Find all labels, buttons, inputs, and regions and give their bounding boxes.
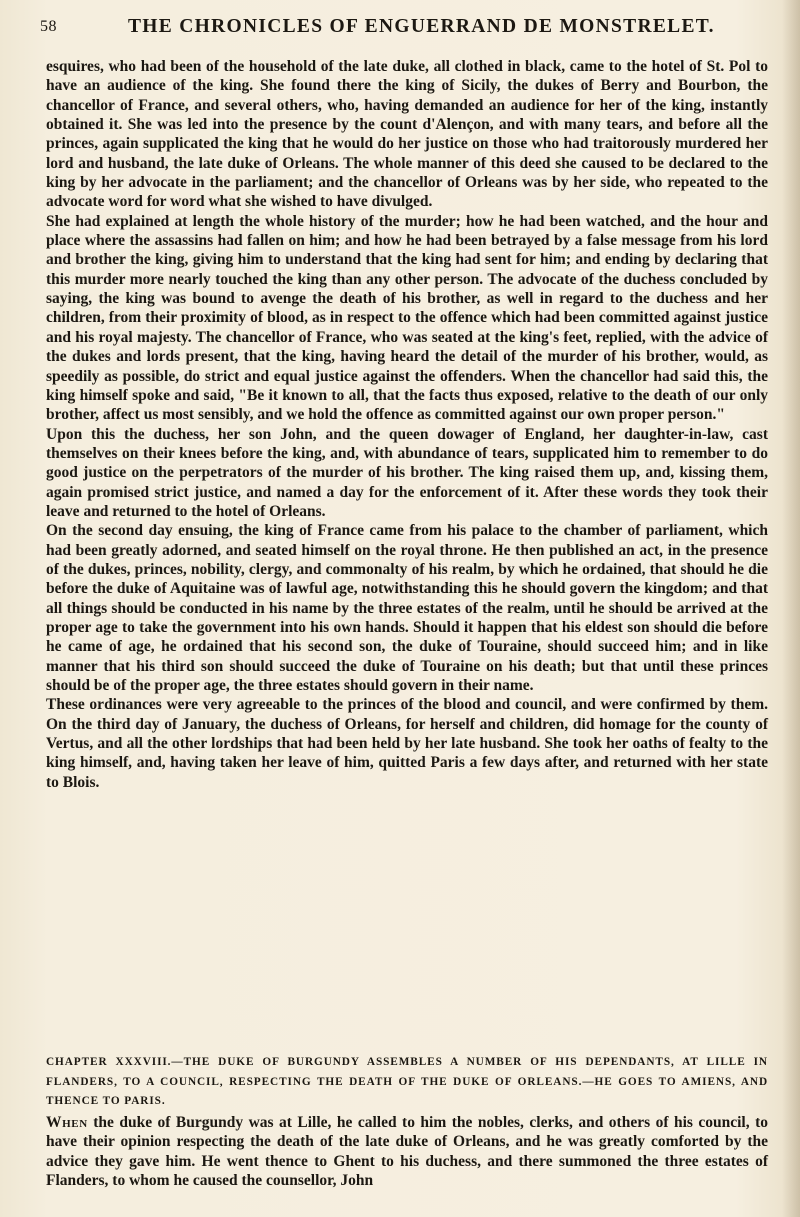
page-number: 58 [40, 18, 57, 35]
chapter-opening [46, 1113, 768, 1190]
body-text [46, 57, 768, 792]
page-header [40, 12, 780, 42]
paragraph: These ordinances were very agreeable to the princes of the blood and council, and were confirmed by them. On the third day of January, the duchess of Orleans, for herself and children, did homage for the county of Vertus, and all the other lordships that had been held by her late husband. She took her oaths of fealty to the king himself, and, having taken her leave of him, quitted Paris a few days after, and returned with her state to Blois. [46, 696, 768, 791]
paragraph: She had explained at length the whole history of the murder; how he had been watched, and the hour and place where the assassins had fallen on him; and how he had been betrayed by a false message from his lord and brother the king, giving him to understand that the king had sent for him; and ending by declaring that this murder more nearly touched the king than any other person. The advocate of the duchess concluded by saying, the king was bound to avenge the death of his brother, as well in regard to the duchess and her children, from their proximity of blood, as in respect to the offence which had been committed against justice and his royal majesty. The chancellor of France, who was seated at the king's feet, replied, with the advice of the dukes and lords present, that the king, having heard the detail of the murder of his brother, would, as speedily as possible, do strict and equal justice against the offenders. When the chancellor had said this, the king himself spoke and said, "Be it known to all, that the facts thus exposed, relative to the death of our only brother, affect us most sensibly, and we hold the offence as committed against our own proper person." [46, 212, 768, 424]
paragraph: Upon this the duchess, her son John, and the queen dowager of England, her daughter-in-law, cast themselves on their knees before the king, and, with abundance of tears, supplicated him to remember to do good justice on the perpetrators of the murder of his brother. The king raised them up, and, kissing them, again promised strict justice, and named a day for the enforcement of it. After these words they took their leave and returned to the hotel of Orleans. [46, 425, 768, 520]
paragraph: esquires, who had been of the household of the late duke, all clothed in black, came to the hotel of St. Pol to have an audience of the king. She found there the king of Sicily, the dukes of Berry and Bourbon, the chancellor of France, and several others, who, having demanded an audience for her of the king, instantly obtained it. She was led into the presence by the count d'Alençon, and with many tears, and before all the princes, again supplicated the king that he would do her justice on those who had traitorously murdered her lord and husband, the late duke of Orleans. The whole manner of this deed she caused to be declared to the king by her advocate in the parliament; and the chancellor of Orleans was by her side, who repeated to the advocate word for word what she wished to have divulged. [46, 58, 768, 211]
chapter-opening-word: When [46, 1114, 88, 1131]
chapter-paragraph [46, 1113, 768, 1190]
page-edge-shadow [782, 0, 800, 1217]
chapter-heading: CHAPTER XXXVIII.—THE DUKE OF BURGUNDY ASSEMBLES A NUMBER OF HIS DEPENDANTS, AT LILLE IN FLANDERS, TO A COUNCIL, RESPECTING THE DEATH OF THE DUKE OF ORLEANS.—HE GOES TO AMIENS, AND THENCE TO PARIS. [46, 1056, 768, 1107]
running-head: THE CHRONICLES OF ENGUERRAND DE MONSTRELET. [128, 16, 715, 37]
chapter-opening-text: the duke of Burgundy was at Lille, he called to him the nobles, clerks, and others of his council, to have their opinion respecting the death of the late duke of Orleans, and he was greatly comforted by the advice they gave him. He went thence to Ghent to his duchess, and there summoned the three estates of Flanders, to whom he caused the counsellor, John [46, 1114, 768, 1190]
paragraph: On the second day ensuing, the king of France came from his palace to the chamber of parliament, which had been greatly adorned, and seated himself on the royal throne. He then published an act, in the presence of the dukes, princes, nobility, clergy, and commonalty of his realm, by which he ordained, that should he die before the duke of Aquitaine was of lawful age, notwithstanding this he should govern the kingdom; and that all things should be conducted in his name by the three estates of the realm, until he should be arrived at the proper age to take the government into his own hands. Should it happen that his eldest son should die before he came of age, he ordained that his second son, the duke of Touraine, should succeed him; and in like manner that his third son should succeed the duke of Touraine on his death; but that until these princes should be of the proper age, the three estates should govern in their name. [46, 522, 768, 694]
